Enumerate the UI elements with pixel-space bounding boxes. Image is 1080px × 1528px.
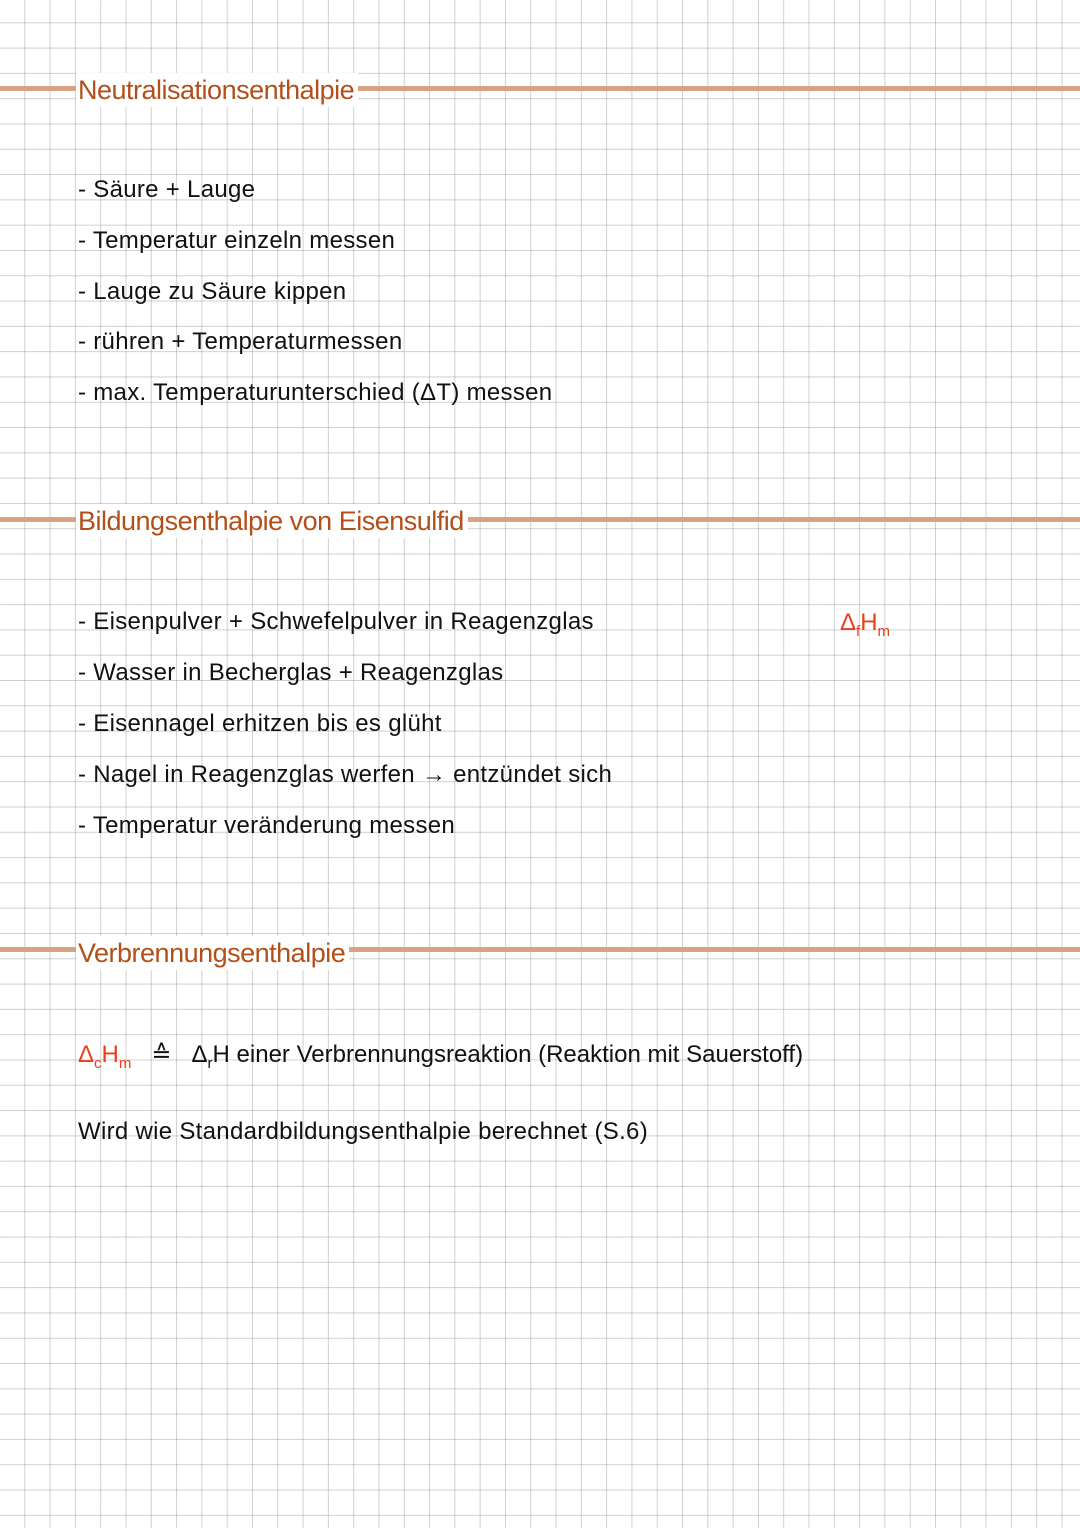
list-item: - Eisenpulver + Schwefelpulver in Reagenzglas — [78, 608, 594, 635]
subscript: m — [877, 622, 891, 640]
section-title-verbrennung: Verbrennungsenthalpie — [76, 936, 349, 970]
delta-symbol: Δ — [840, 609, 857, 636]
enthalpy-symbol: H — [860, 609, 878, 636]
formation-enthalpy-symbol — [840, 608, 890, 647]
list-item: - Eisennagel erhitzen bis es glüht — [78, 710, 442, 737]
definition-text: H einer Verbrennungsreaktion (Reaktion mit Sauerstoff) — [212, 1041, 804, 1068]
delta-symbol: Δ — [78, 1041, 95, 1068]
list-item: - Lauge zu Säure kippen — [78, 278, 347, 305]
list-item: - Säure + Lauge — [78, 176, 256, 203]
section-title-neutralisation: Neutralisationsenthalpie — [76, 73, 358, 107]
list-item: - Temperatur einzeln messen — [78, 227, 396, 254]
delta-symbol: Δ — [191, 1041, 208, 1068]
subscript: c — [94, 1054, 102, 1072]
list-item: - Temperatur veränderung messen — [78, 812, 456, 839]
subscript: r — [207, 1054, 213, 1072]
enthalpy-symbol: H — [101, 1041, 119, 1068]
subscript: m — [118, 1054, 132, 1072]
list-item: - Nagel in Reagenzglas werfen → entzündet sich — [78, 761, 613, 788]
section-title-eisensulfid: Bildungsenthalpie von Eisensulfid — [76, 504, 468, 538]
combustion-definition — [78, 1040, 803, 1079]
corresponds-symbol: ≙ — [151, 1041, 172, 1068]
calculation-note: Wird wie Standardbildungsenthalpie berechnet (S.6) — [78, 1118, 648, 1145]
list-item: - max. Temperaturunterschied (ΔT) messen — [78, 379, 553, 406]
list-item: - rühren + Temperaturmessen — [78, 328, 403, 355]
subscript: f — [856, 622, 861, 640]
list-item: - Wasser in Becherglas + Reagenzglas — [78, 659, 504, 686]
